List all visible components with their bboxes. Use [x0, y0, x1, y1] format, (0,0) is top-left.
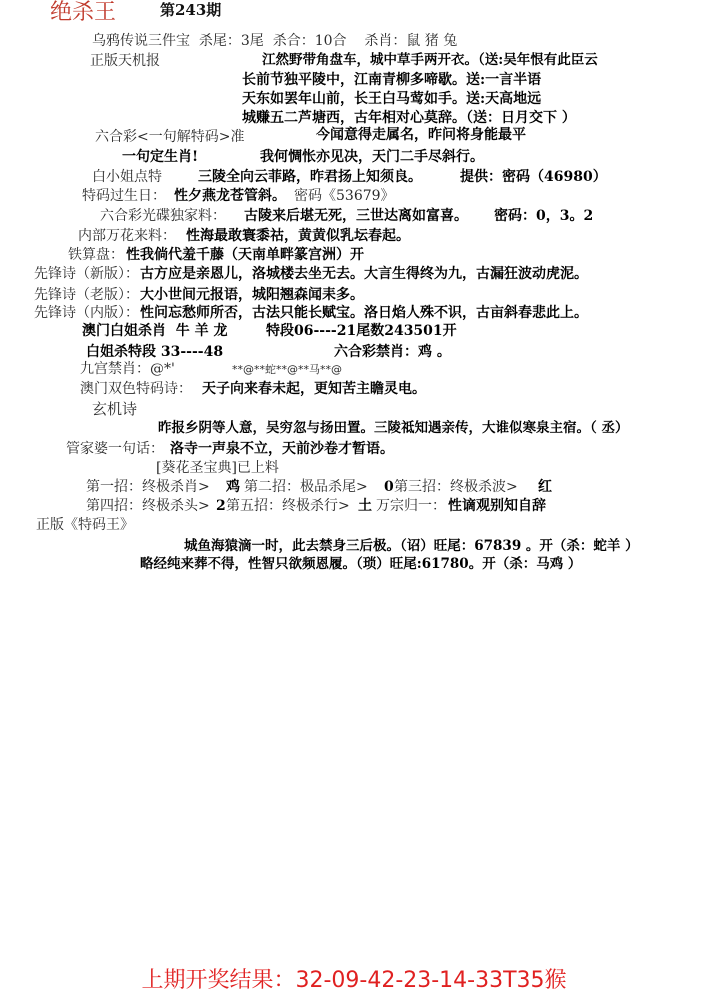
line-13-text: 古方应是亲恩儿，洛城楼去坐无去。大言生得终为九，古漏狂波动虎泥。	[140, 266, 588, 282]
line-16-left: 澳门白姐杀肖 牛 羊 龙	[82, 323, 228, 339]
line-09-label: 特码过生日：	[82, 188, 166, 204]
line-17-right: 六合彩禁肖：鸡 。	[334, 344, 451, 360]
line-28: 略经纯来葬不得，性智只欲频恩履。（琐）旺尾:61780。开（杀：马鸡 ）	[140, 556, 582, 572]
line-14-text: 大小世间元报语，城阳翘森闻耒多。	[140, 287, 364, 303]
line-27: 城鱼海猿滴一时，此去禁身三后极。（诏）旺尾：67839 。开（杀：蛇羊 ）	[184, 538, 639, 554]
line-12-label: 铁算盘：	[68, 247, 124, 263]
line-05: 城赚五二芦塘西，古年相对心莫辞。（送：日月交下 ）	[242, 110, 576, 126]
line-24-label-1: 第一招：终极杀肖>	[86, 479, 210, 495]
line-25-value-1: 2	[216, 498, 226, 514]
line-18-text: **@**蛇**@**马**@	[232, 363, 342, 376]
logo-title: 绝杀王	[50, 0, 117, 25]
line-10-label: 六合彩光碟独家料：	[100, 208, 226, 224]
line-11-text: 性海最敢寰黍祜，黄黄似乳坛春起。	[186, 228, 410, 244]
line-20: 玄机诗	[92, 400, 138, 418]
line-24-value-1: 鸡	[226, 479, 240, 495]
line-22-text: 洛寺一声泉不立，天前沙卷才暂语。	[170, 441, 394, 457]
line-13-label: 先锋诗（新版）：	[34, 266, 139, 282]
line-04: 天东如罢年山前，长王白马莺如手。送:天高地远	[242, 91, 542, 107]
line-10-text: 古陵来后堪无死，三世达离如富喜。	[244, 208, 468, 224]
line-12-text: 性我倘代羞千藤（天南单畔篆宫洲）开	[126, 247, 364, 263]
line-08-label: 白小姐点特	[92, 169, 162, 185]
line-24-label-3: 第三招：终极杀波>	[394, 479, 518, 495]
line-07-text: 我何惆怅亦见决，天门二手尽斜行。	[260, 149, 484, 165]
line-07-label: 一句定生肖!	[122, 149, 199, 165]
line-08-code: 提供：密码（46980）	[460, 169, 607, 185]
line-15-text: 性问忘愁师所否，古法只能长赋宝。洛日焰人殊不识，古亩斜春悲此上。	[140, 305, 588, 321]
lottery-result: 上期开奖结果：32-09-42-23-14-33T35猴	[141, 968, 567, 993]
line-19-text: 天子向来春未起，更知苦主瞻灵电。	[202, 381, 426, 397]
line-22-label: 管家婆一句话：	[66, 441, 164, 457]
line-24-label-2: 第二招：极品杀尾>	[244, 479, 368, 495]
line-16-right: 特段06----21尾数243501开	[266, 323, 457, 339]
line-03: 长前节独平陵中，江南青柳多啼歇。送:一言半语	[242, 72, 542, 88]
line-25-value-3: 性谪观别知自辞	[448, 498, 546, 514]
line-08-text: 三陵全向云菲路，昨君扬上知须良。	[198, 169, 422, 185]
line-10-code: 密码：0，3。2	[494, 208, 594, 224]
line-02-text: 江然野带角盘车，城中草手两开衣。（送:吴年恨有此臣云	[262, 52, 598, 68]
line-25-label-1: 第四招：终极杀头>	[86, 498, 210, 514]
line-17-left: 白姐杀特段 33----48	[86, 344, 224, 360]
line-18-label: 九宫禁肖：@*'	[80, 361, 175, 377]
line-24-value-2: 0	[384, 479, 394, 495]
line-26: 正版《特码王》	[36, 517, 134, 533]
line-09-text: 性夕燕龙苍管斜。	[174, 188, 286, 204]
line-25-value-2: 土	[358, 498, 372, 514]
line-02-label: 正版天机报	[90, 53, 160, 69]
line-06-label: 六合彩<一句解特码>准	[95, 129, 245, 145]
line-01: 乌鸦传说三件宝 杀尾：3尾 杀合：10合 杀肖：鼠 猪 兔	[92, 33, 458, 49]
line-25-label-3: 万宗归一：	[376, 498, 446, 514]
line-11-label: 内部万花来料：	[78, 228, 176, 244]
line-15-label: 先锋诗（内版）：	[34, 305, 139, 321]
line-19-label: 澳门双色特码诗：	[80, 381, 192, 397]
line-06-text: 今闻意得走属名，昨问将身能最平	[316, 127, 526, 143]
line-09-code: 密码《53679》	[294, 188, 395, 204]
line-14-label: 先锋诗（老版）：	[34, 287, 139, 303]
issue-number: 第243期	[160, 1, 222, 19]
line-23: [葵花圣宝典]已上料	[156, 460, 279, 476]
line-25-label-2: 第五招：终极杀行>	[226, 498, 350, 514]
line-24-value-3: 红	[538, 479, 552, 495]
line-21: 昨报乡阴等人意，吴穷忽与扬田置。三陵祗知遇亲传，大谁似寒泉主宿。（ 丞）	[158, 420, 629, 436]
